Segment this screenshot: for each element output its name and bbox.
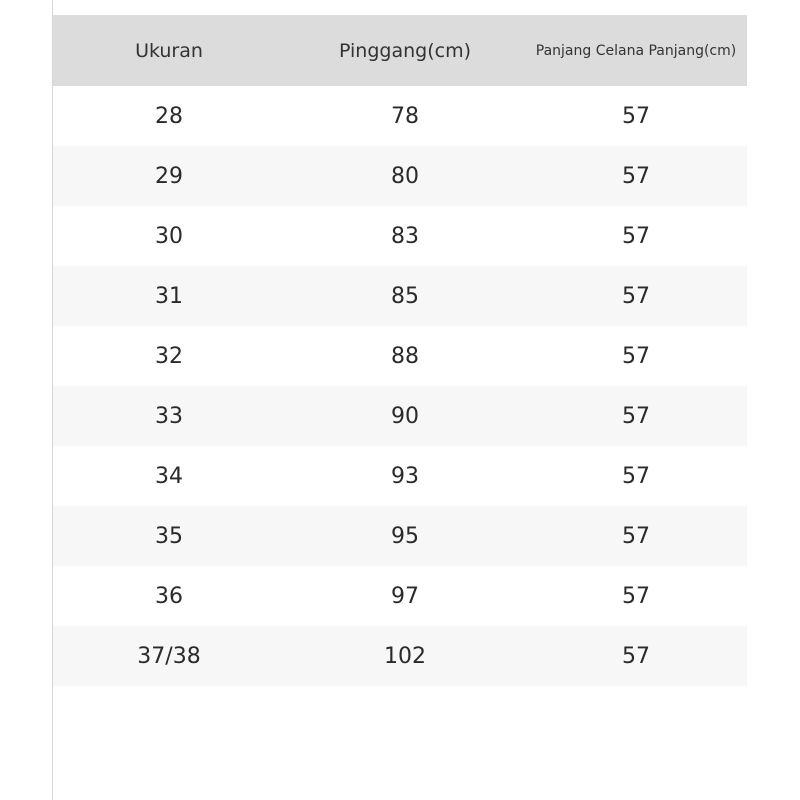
waist-cell: 93 [391,463,419,489]
table-row [53,566,747,626]
waist-cell: 90 [391,403,419,429]
table-row [53,386,747,446]
length-cell: 57 [622,583,650,609]
table-row [53,146,747,206]
table-row [53,326,747,386]
table-row [53,86,747,146]
length-cell: 57 [622,523,650,549]
length-cell: 57 [622,163,650,189]
size-cell: 28 [155,103,183,129]
waist-cell: 88 [391,343,419,369]
size-cell: 29 [155,163,183,189]
header-size: Ukuran [135,39,203,62]
table-header [53,15,747,86]
size-cell: 34 [155,463,183,489]
length-cell: 57 [622,223,650,249]
table-row [53,206,747,266]
size-cell: 30 [155,223,183,249]
size-table [53,15,747,686]
waist-cell: 83 [391,223,419,249]
table-row [53,626,747,686]
length-cell: 57 [622,463,650,489]
length-cell: 57 [622,283,650,309]
size-cell: 32 [155,343,183,369]
waist-cell: 85 [391,283,419,309]
header-pants-length: Panjang Celana Panjang(cm) [535,42,737,59]
length-cell: 57 [622,343,650,369]
waist-cell: 95 [391,523,419,549]
size-cell: 35 [155,523,183,549]
size-cell: 31 [155,283,183,309]
table-row [53,446,747,506]
size-cell: 33 [155,403,183,429]
length-cell: 57 [622,103,650,129]
waist-cell: 97 [391,583,419,609]
size-cell: 37/38 [137,643,201,669]
waist-cell: 80 [391,163,419,189]
length-cell: 57 [622,403,650,429]
header-waist: Pinggang(cm) [338,39,471,62]
length-cell: 57 [622,643,650,669]
table-row [53,506,747,566]
size-cell: 36 [155,583,183,609]
waist-cell: 102 [384,643,426,669]
table-row [53,266,747,326]
waist-cell: 78 [391,103,419,129]
